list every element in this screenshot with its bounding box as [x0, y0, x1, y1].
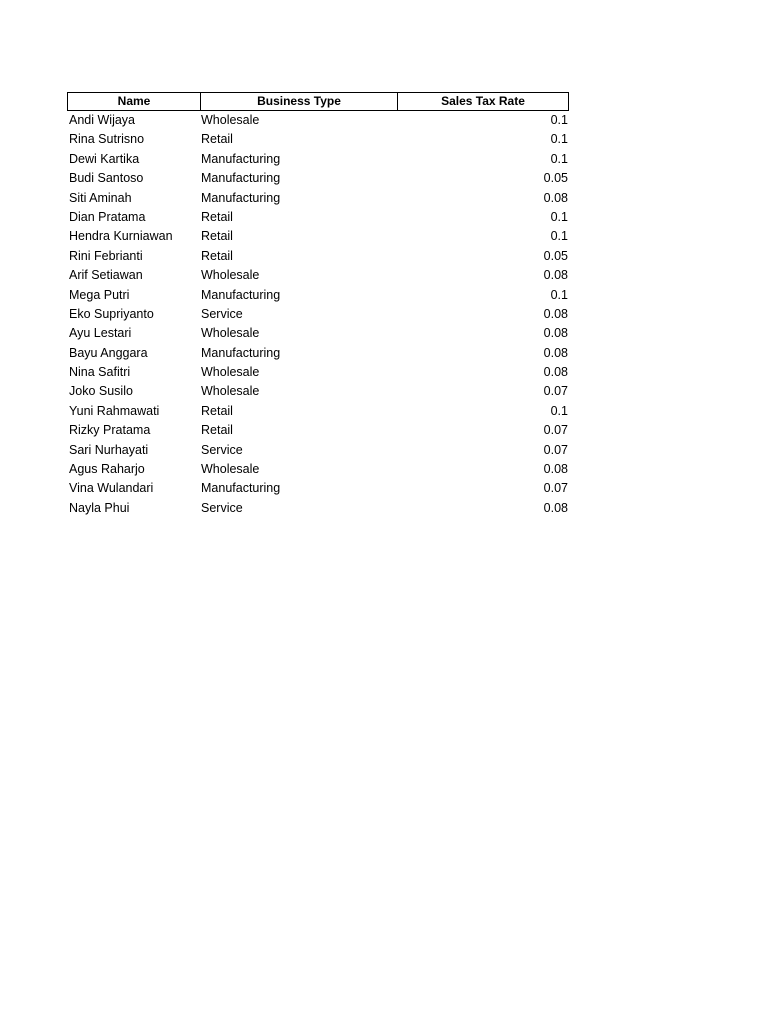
cell-name: Dian Pratama	[69, 209, 146, 224]
cell-sales-tax-rate: 0.08	[543, 268, 568, 283]
cell-business-type: Wholesale	[201, 326, 260, 341]
cell-sales-tax-rate: 0.07	[543, 442, 568, 457]
cell-business-type: Wholesale	[201, 268, 260, 283]
cell-name: Bayu Anggara	[69, 345, 148, 360]
table-header-row	[67, 92, 569, 111]
table-row	[67, 460, 569, 479]
cell-sales-tax-rate: 0.08	[543, 345, 568, 360]
cell-business-type: Retail	[201, 248, 233, 263]
cell-business-type: Service	[201, 306, 243, 321]
table-row	[67, 499, 569, 518]
cell-name: Ayu Lestari	[69, 326, 132, 341]
cell-business-type: Service	[201, 500, 243, 515]
cell-sales-tax-rate: 0.1	[550, 229, 568, 244]
cell-name: Sari Nurhayati	[69, 442, 149, 457]
cell-name: Nayla Phui	[69, 500, 130, 515]
table-row	[67, 305, 569, 324]
table-row	[67, 189, 569, 208]
table-body	[67, 111, 569, 518]
cell-sales-tax-rate: 0.1	[550, 151, 568, 166]
table-row	[67, 441, 569, 460]
cell-sales-tax-rate: 0.08	[543, 326, 568, 341]
table-row	[67, 286, 569, 305]
cell-name: Dewi Kartika	[69, 151, 140, 166]
table-row	[67, 150, 569, 169]
cell-name: Rina Sutrisno	[69, 132, 145, 147]
table-row	[67, 266, 569, 285]
table-row	[67, 227, 569, 246]
cell-business-type: Wholesale	[201, 365, 260, 380]
cell-sales-tax-rate: 0.1	[550, 287, 568, 302]
table-row	[67, 169, 569, 188]
cell-business-type: Manufacturing	[201, 287, 281, 302]
cell-business-type: Manufacturing	[201, 171, 281, 186]
cell-business-type: Retail	[201, 403, 233, 418]
cell-business-type: Wholesale	[201, 113, 260, 127]
cell-name: Andi Wijaya	[69, 113, 135, 127]
table-row	[67, 344, 569, 363]
cell-name: Rizky Pratama	[69, 423, 151, 438]
cell-sales-tax-rate: 0.07	[543, 384, 568, 399]
table-row	[67, 402, 569, 421]
cell-sales-tax-rate: 0.07	[543, 481, 568, 496]
cell-name: Budi Santoso	[69, 171, 144, 186]
table-row	[67, 382, 569, 401]
sales-tax-table	[67, 92, 569, 518]
table-row	[67, 363, 569, 382]
cell-name: Arif Setiawan	[69, 268, 143, 283]
cell-sales-tax-rate: 0.1	[550, 113, 568, 127]
table-row	[67, 208, 569, 227]
table-row	[67, 479, 569, 498]
cell-sales-tax-rate: 0.08	[543, 365, 568, 380]
cell-business-type: Manufacturing	[201, 151, 281, 166]
cell-sales-tax-rate: 0.05	[543, 171, 568, 186]
table-row	[67, 247, 569, 266]
cell-business-type: Retail	[201, 132, 233, 147]
cell-name: Siti Aminah	[69, 190, 132, 205]
cell-name: Mega Putri	[69, 287, 130, 302]
cell-sales-tax-rate: 0.1	[550, 209, 568, 224]
cell-name: Joko Susilo	[69, 384, 133, 399]
cell-sales-tax-rate: 0.08	[543, 190, 568, 205]
cell-sales-tax-rate: 0.08	[543, 462, 568, 477]
header-business-type: Business Type	[200, 93, 397, 110]
cell-business-type: Wholesale	[201, 462, 260, 477]
cell-name: Hendra Kurniawan	[69, 229, 173, 244]
cell-sales-tax-rate: 0.08	[543, 500, 568, 515]
cell-business-type: Retail	[201, 423, 233, 438]
cell-name: Rini Febrianti	[69, 248, 143, 263]
cell-business-type: Manufacturing	[201, 190, 281, 205]
cell-business-type: Retail	[201, 229, 233, 244]
cell-name: Vina Wulandari	[69, 481, 154, 496]
cell-name: Nina Safitri	[69, 365, 131, 380]
header-name: Name	[117, 94, 151, 108]
cell-business-type: Manufacturing	[201, 481, 281, 496]
table-row	[67, 130, 569, 149]
cell-sales-tax-rate: 0.08	[543, 306, 568, 321]
cell-name: Eko Supriyanto	[69, 306, 154, 321]
table-row	[67, 324, 569, 343]
cell-sales-tax-rate: 0.07	[543, 423, 568, 438]
cell-business-type: Wholesale	[201, 384, 260, 399]
cell-name: Agus Raharjo	[69, 462, 145, 477]
cell-sales-tax-rate: 0.1	[550, 403, 568, 418]
table-row	[67, 111, 569, 130]
cell-name: Yuni Rahmawati	[69, 403, 160, 418]
cell-business-type: Manufacturing	[201, 345, 281, 360]
cell-business-type: Retail	[201, 209, 233, 224]
table-row	[67, 421, 569, 440]
header-sales-tax-rate: Sales Tax Rate	[397, 93, 568, 110]
cell-sales-tax-rate: 0.1	[550, 132, 568, 147]
cell-sales-tax-rate: 0.05	[543, 248, 568, 263]
cell-business-type: Service	[201, 442, 243, 457]
